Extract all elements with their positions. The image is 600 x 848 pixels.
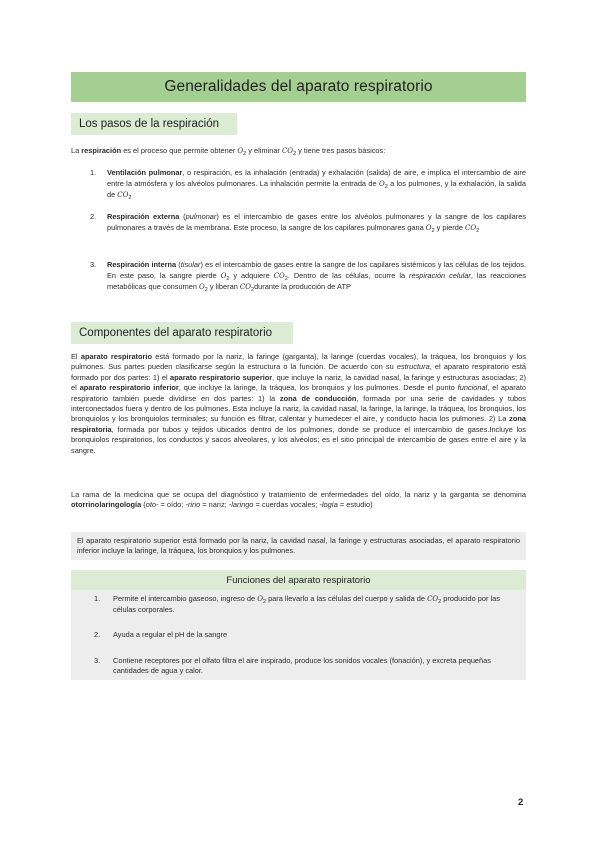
step-item: 2. Respiración externa (pulmonar) es el intercambio de gases entre los alvéolos pulmonares y la sangre de los capilares pulmonares a través de la membrana. Este proceso, la sangre de los capilares pulmonares gana $O_2$ y pierde $CO_2$ <box>90 212 527 234</box>
steps-list-3 <box>71 260 526 294</box>
section-header-pasos: Los pasos de la respiración <box>71 113 237 135</box>
page-title: Generalidades del aparato respiratorio <box>71 72 526 102</box>
funcion-item: 1. Permite el intercambio gaseoso, ingreso de $O_2$ para llevarlo a las células del cuerpo y salida de $CO_2$ producido por las células corporales. <box>94 594 500 615</box>
funciones-box <box>71 590 526 680</box>
funcion-item: 3. Contiene receptores por el olfato filtra el aire inspirado, produce los sonidos vocales (fonación), y excreta pequeñas cantidades de agua y calor. <box>94 656 491 676</box>
funcion-item: 2. Ayuda a regular el pH de la sangre <box>94 630 228 639</box>
funciones-list-1 <box>71 594 526 616</box>
otorrino-paragraph: La rama de la medicina que se ocupa del diagnóstico y tratamiento de enfermedades del oído, la nariz y la garganta se denomina otorrinolaringología (oto- = oído; -rino = nariz; -laringo = cuerdas vocales; -logía = estudio) <box>71 490 526 510</box>
funciones-list-2 <box>71 630 526 640</box>
intro-paragraph: La respiración es el proceso que permite obtener $O_2$ y eliminar $CO_2$ y tiene tres pasos básicos: <box>71 146 386 157</box>
section-header-componentes: Componentes del aparato respiratorio <box>71 322 293 344</box>
steps-list-2 <box>71 212 526 234</box>
componentes-paragraph: El aparato respiratorio está formado por la nariz, la faringe (garganta), la laringe (cuerdas vocales), la tráquea, los bronquios y los pulmones. Sus partes pueden clasificarse según la estructura o la función. De acuerdo con su estructura, el aparato respiratorio está formado por dos partes: 1) el aparato respiratorio superior, que incluye la nariz, la cavidad nasal, la faringe y estructuras asociadas; 2) el aparato respiratorio inferior, que incluye la laringe, la tráquea, los bronquios y los pulmones. Desde el punto funcional, el aparato respiratorio también puede dividirse en dos partes: 1) la zona de conducción, formada por una serie de cavidades y tubos interconectados fuera y dentro de los pulmones. Esta incluye la nariz, la cavidad nasal, la faringe, la laringe, la tráquea, los bronquios, los bronquiolos y los bronquiolos terminales; su función es filtrar, calentar y humedecer el aire, y conducto hacia los pulmones. 2) La zona respiratoria, formada por tubos y tejidos ubicados dentro de los pulmones, donde se produce el intercambio de gases.Incluye los bronquiolos respiratorios, los conductos y sacos alveolares, y los alvéolos; es el sitio principal de intercambio de gases entre el aire y la sangre. <box>71 352 527 455</box>
funciones-list-3 <box>71 656 526 677</box>
page-number: 2 <box>518 797 524 808</box>
funciones-header: Funciones del aparato respiratorio <box>71 570 526 590</box>
summary-box: El aparato respiratorio superior está formado por la nariz, la cavidad nasal, la faringe y estructuras asociadas, el aparato respiratorio inferior incluye la laringe, la tráquea, los bronquios y los pulmones. <box>71 532 526 560</box>
steps-list-1 <box>71 168 526 202</box>
step-item: 1. Ventilación pulmonar, o respiración, es la inhalación (entrada) y exhalación (salida) de aire, e implica el intercambio de aire entre la atmósfera y los alvéolos pulmonares. La inhalación permite la entrada de $O_2$ a los pulmones, y la exhalación, la salida de $CO_2$ <box>90 168 526 202</box>
step-item: 3. Respiración interna (tisular) es el intercambio de gases entre la sangre de los capilares sistémicos y las células de los tejidos. En este paso, la sangre pierde $O_2$ y adquiere $CO_2$. Dentro de las células, ocurre la respiración celular, las reacciones metabólicas que consumen $O_2$ y liberan $CO_2durante$ la producción de ATP <box>90 260 526 294</box>
